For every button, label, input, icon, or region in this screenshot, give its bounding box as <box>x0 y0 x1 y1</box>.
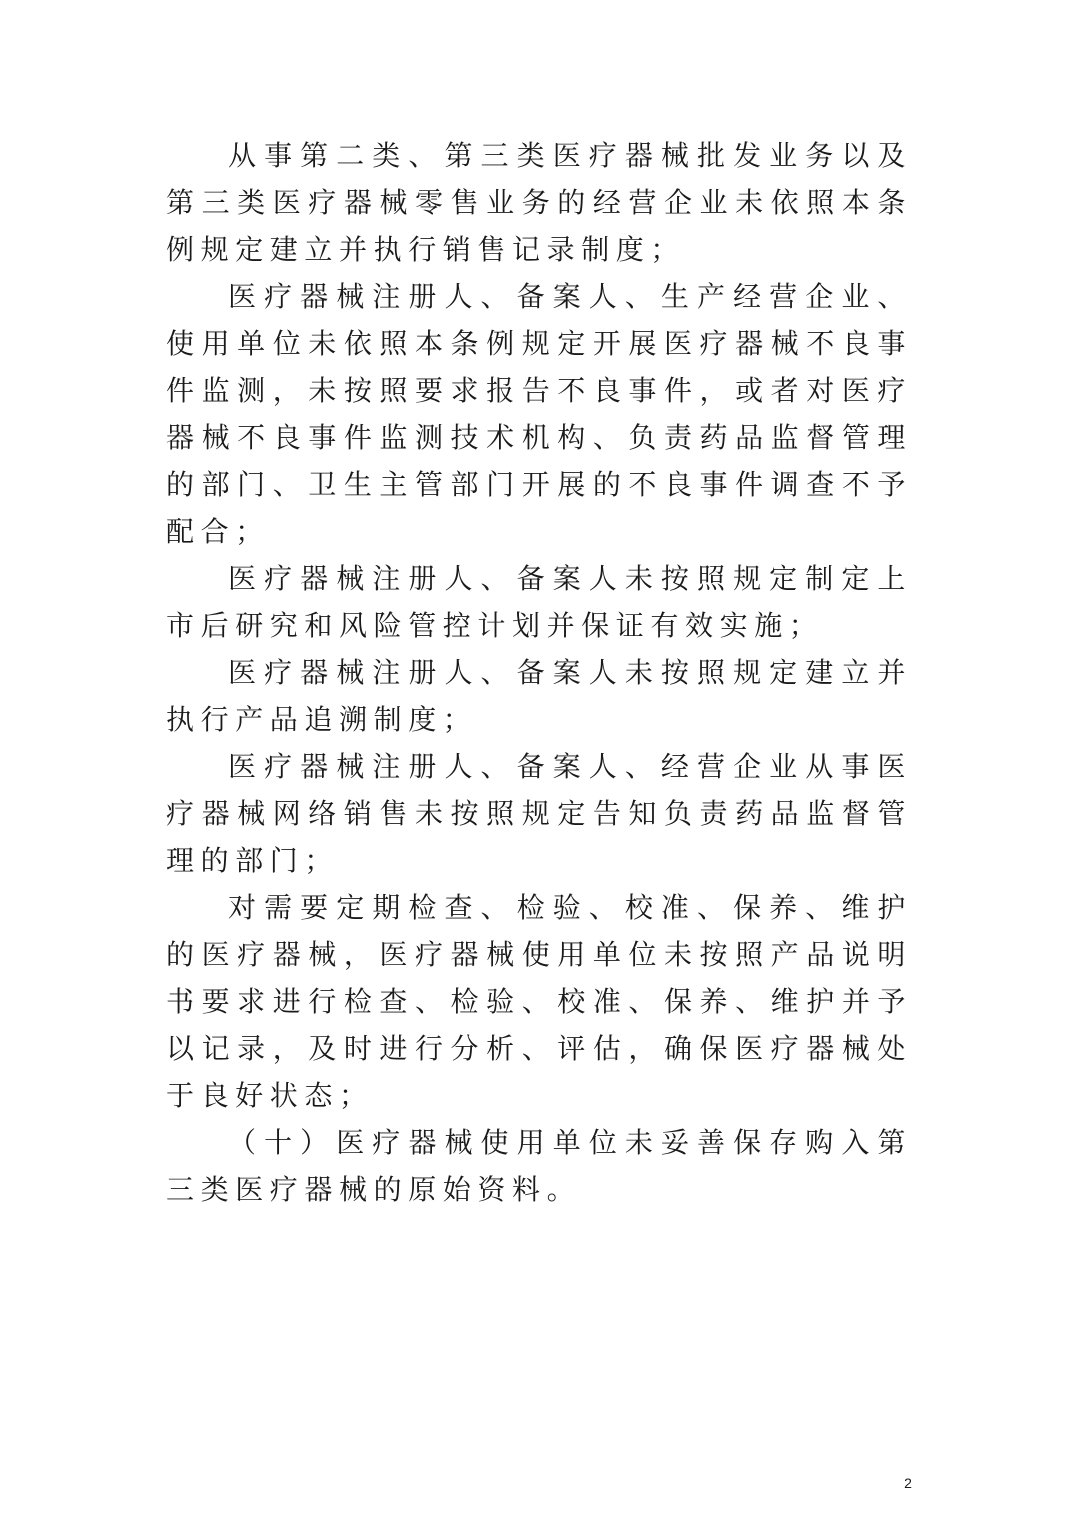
paragraph-item-ten: （十）医疗器械使用单位未妥善保存购入第三类医疗器械的原始资料。 <box>166 1126 912 1206</box>
paragraph-post-market-research: 医疗器械注册人、备案人未按照规定制定上市后研究和风险管控计划并保证有效实施； <box>166 562 912 642</box>
body-text <box>166 132 912 1213</box>
paragraph-sales-records: 从事第二类、第三类医疗器械批发业务以及第三类医疗器械零售业务的经营企业未依照本条例规定建立并执行销售记录制度； <box>166 139 912 266</box>
page-number: 2 <box>904 1475 912 1491</box>
paragraph-maintenance: 对需要定期检查、检验、校准、保养、维护的医疗器械，医疗器械使用单位未按照产品说明书要求进行检查、检验、校准、保养、维护并予以记录，及时进行分析、评估，确保医疗器械处于良好状态； <box>166 891 912 1112</box>
paragraph-online-sales: 医疗器械注册人、备案人、经营企业从事医疗器械网络销售未按照规定告知负责药品监督管理的部门； <box>166 750 912 877</box>
paragraph-adverse-event-monitoring: 医疗器械注册人、备案人、生产经营企业、使用单位未依照本条例规定开展医疗器械不良事件监测，未按照要求报告不良事件，或者对医疗器械不良事件监测技术机构、负责药品监督管理的部门、卫生主管部门开展的不良事件调查不予配合； <box>166 280 912 548</box>
paragraph-traceability: 医疗器械注册人、备案人未按照规定建立并执行产品追溯制度； <box>166 656 912 736</box>
